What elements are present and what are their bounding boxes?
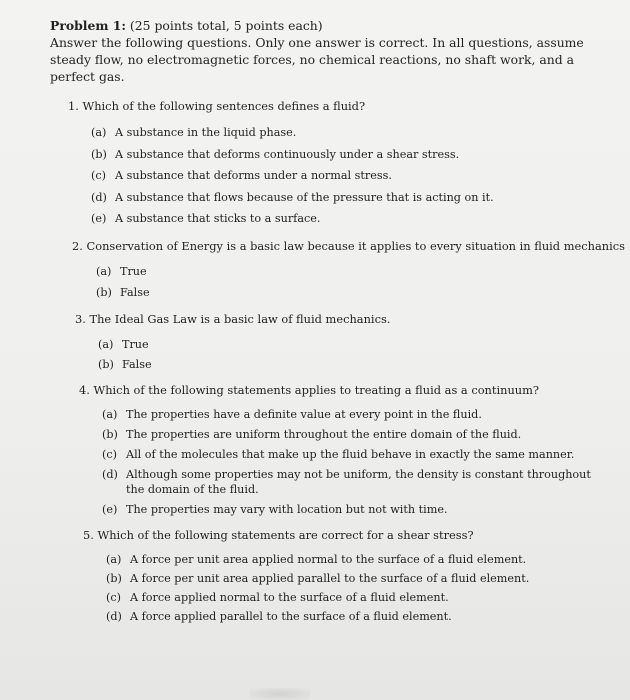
option-text: A force per unit area applied parallel to the surface of a fluid element.	[130, 572, 530, 585]
option-label: (a)	[106, 553, 122, 566]
option-label: (c)	[106, 591, 121, 604]
question-prompt: Which of the following statements are correct for a shear stress?	[97, 528, 474, 542]
option-text: A substance in the liquid phase.	[115, 126, 297, 139]
question-number: 2.	[72, 239, 83, 253]
option-label: (d)	[102, 468, 118, 481]
option-label: (c)	[102, 448, 117, 461]
option-text: A force applied normal to the surface of a fluid element.	[130, 591, 449, 604]
question-number: 5.	[83, 528, 94, 542]
option-text: A substance that deforms under a normal stress.	[115, 169, 392, 182]
option-text: The properties have a definite value at every point in the fluid.	[126, 408, 482, 421]
option-label: (b)	[96, 286, 112, 299]
option-label: (b)	[106, 572, 122, 585]
problem-header	[50, 17, 620, 85]
option-text: False	[120, 286, 150, 299]
option-text: True	[122, 338, 149, 351]
option-text: The properties may vary with location but not with time.	[126, 503, 448, 516]
option-label: (a)	[91, 126, 107, 139]
option-text: All of the molecules that make up the fluid behave in exactly the same manner.	[126, 448, 575, 461]
option-label: (b)	[98, 358, 114, 371]
option-label: (d)	[91, 191, 107, 204]
question-prompt: Conservation of Energy is a basic law because it applies to every situation in fluid mechanics	[86, 239, 625, 253]
option-text: A force applied parallel to the surface of a fluid element.	[130, 610, 452, 623]
option-label: (a)	[96, 265, 112, 278]
question-4	[79, 382, 539, 398]
question-number: 3.	[75, 312, 86, 326]
option-label: (e)	[91, 212, 107, 225]
paper-shadow	[250, 688, 310, 700]
option-text: A substance that flows because of the pressure that is acting on it.	[115, 191, 494, 204]
option-label: (a)	[102, 408, 118, 421]
question-prompt: Which of the following sentences defines a fluid?	[82, 99, 366, 113]
problem-title-points: (25 points total, 5 points each)	[125, 18, 323, 33]
question-4-text	[79, 382, 539, 398]
problem-instructions: Answer the following questions. Only one answer is correct. In all questions, assume steady flow, no electromagnetic forces, no chemical reactions, no shaft work, and a perfect gas.	[50, 35, 584, 84]
question-number: 4.	[79, 383, 90, 397]
option-text: True	[120, 265, 147, 278]
option-text: The properties are uniform throughout the entire domain of the fluid.	[126, 428, 522, 441]
question-5	[83, 527, 474, 543]
option-label: (c)	[91, 169, 106, 182]
question-3	[75, 311, 390, 327]
option-text: A substance that sticks to a surface.	[115, 212, 321, 225]
question-prompt: Which of the following statements applies to treating a fluid as a continuum?	[93, 383, 540, 397]
option-label: (a)	[98, 338, 114, 351]
question-2-text	[72, 238, 625, 254]
question-prompt: The Ideal Gas Law is a basic law of fluid mechanics.	[89, 312, 391, 326]
option-text: A substance that deforms continuously under a shear stress.	[115, 148, 460, 161]
question-1-text	[68, 98, 365, 114]
option-label: (d)	[106, 610, 122, 623]
question-3-text	[75, 311, 390, 327]
option-text: False	[122, 358, 152, 371]
problem-title-bold: Problem 1:	[50, 18, 126, 33]
question-2	[72, 238, 625, 254]
option-text: A force per unit area applied normal to the surface of a fluid element.	[130, 553, 527, 566]
option-label: (b)	[91, 148, 107, 161]
option-text: Although some properties may not be uniform, the density is constant throughout the domain of the fluid.	[126, 468, 591, 496]
question-5-text	[83, 527, 474, 543]
problem-title	[50, 17, 620, 34]
option-label: (b)	[102, 428, 118, 441]
option-label: (e)	[102, 503, 118, 516]
question-number: 1.	[68, 99, 79, 113]
question-1	[68, 98, 365, 114]
